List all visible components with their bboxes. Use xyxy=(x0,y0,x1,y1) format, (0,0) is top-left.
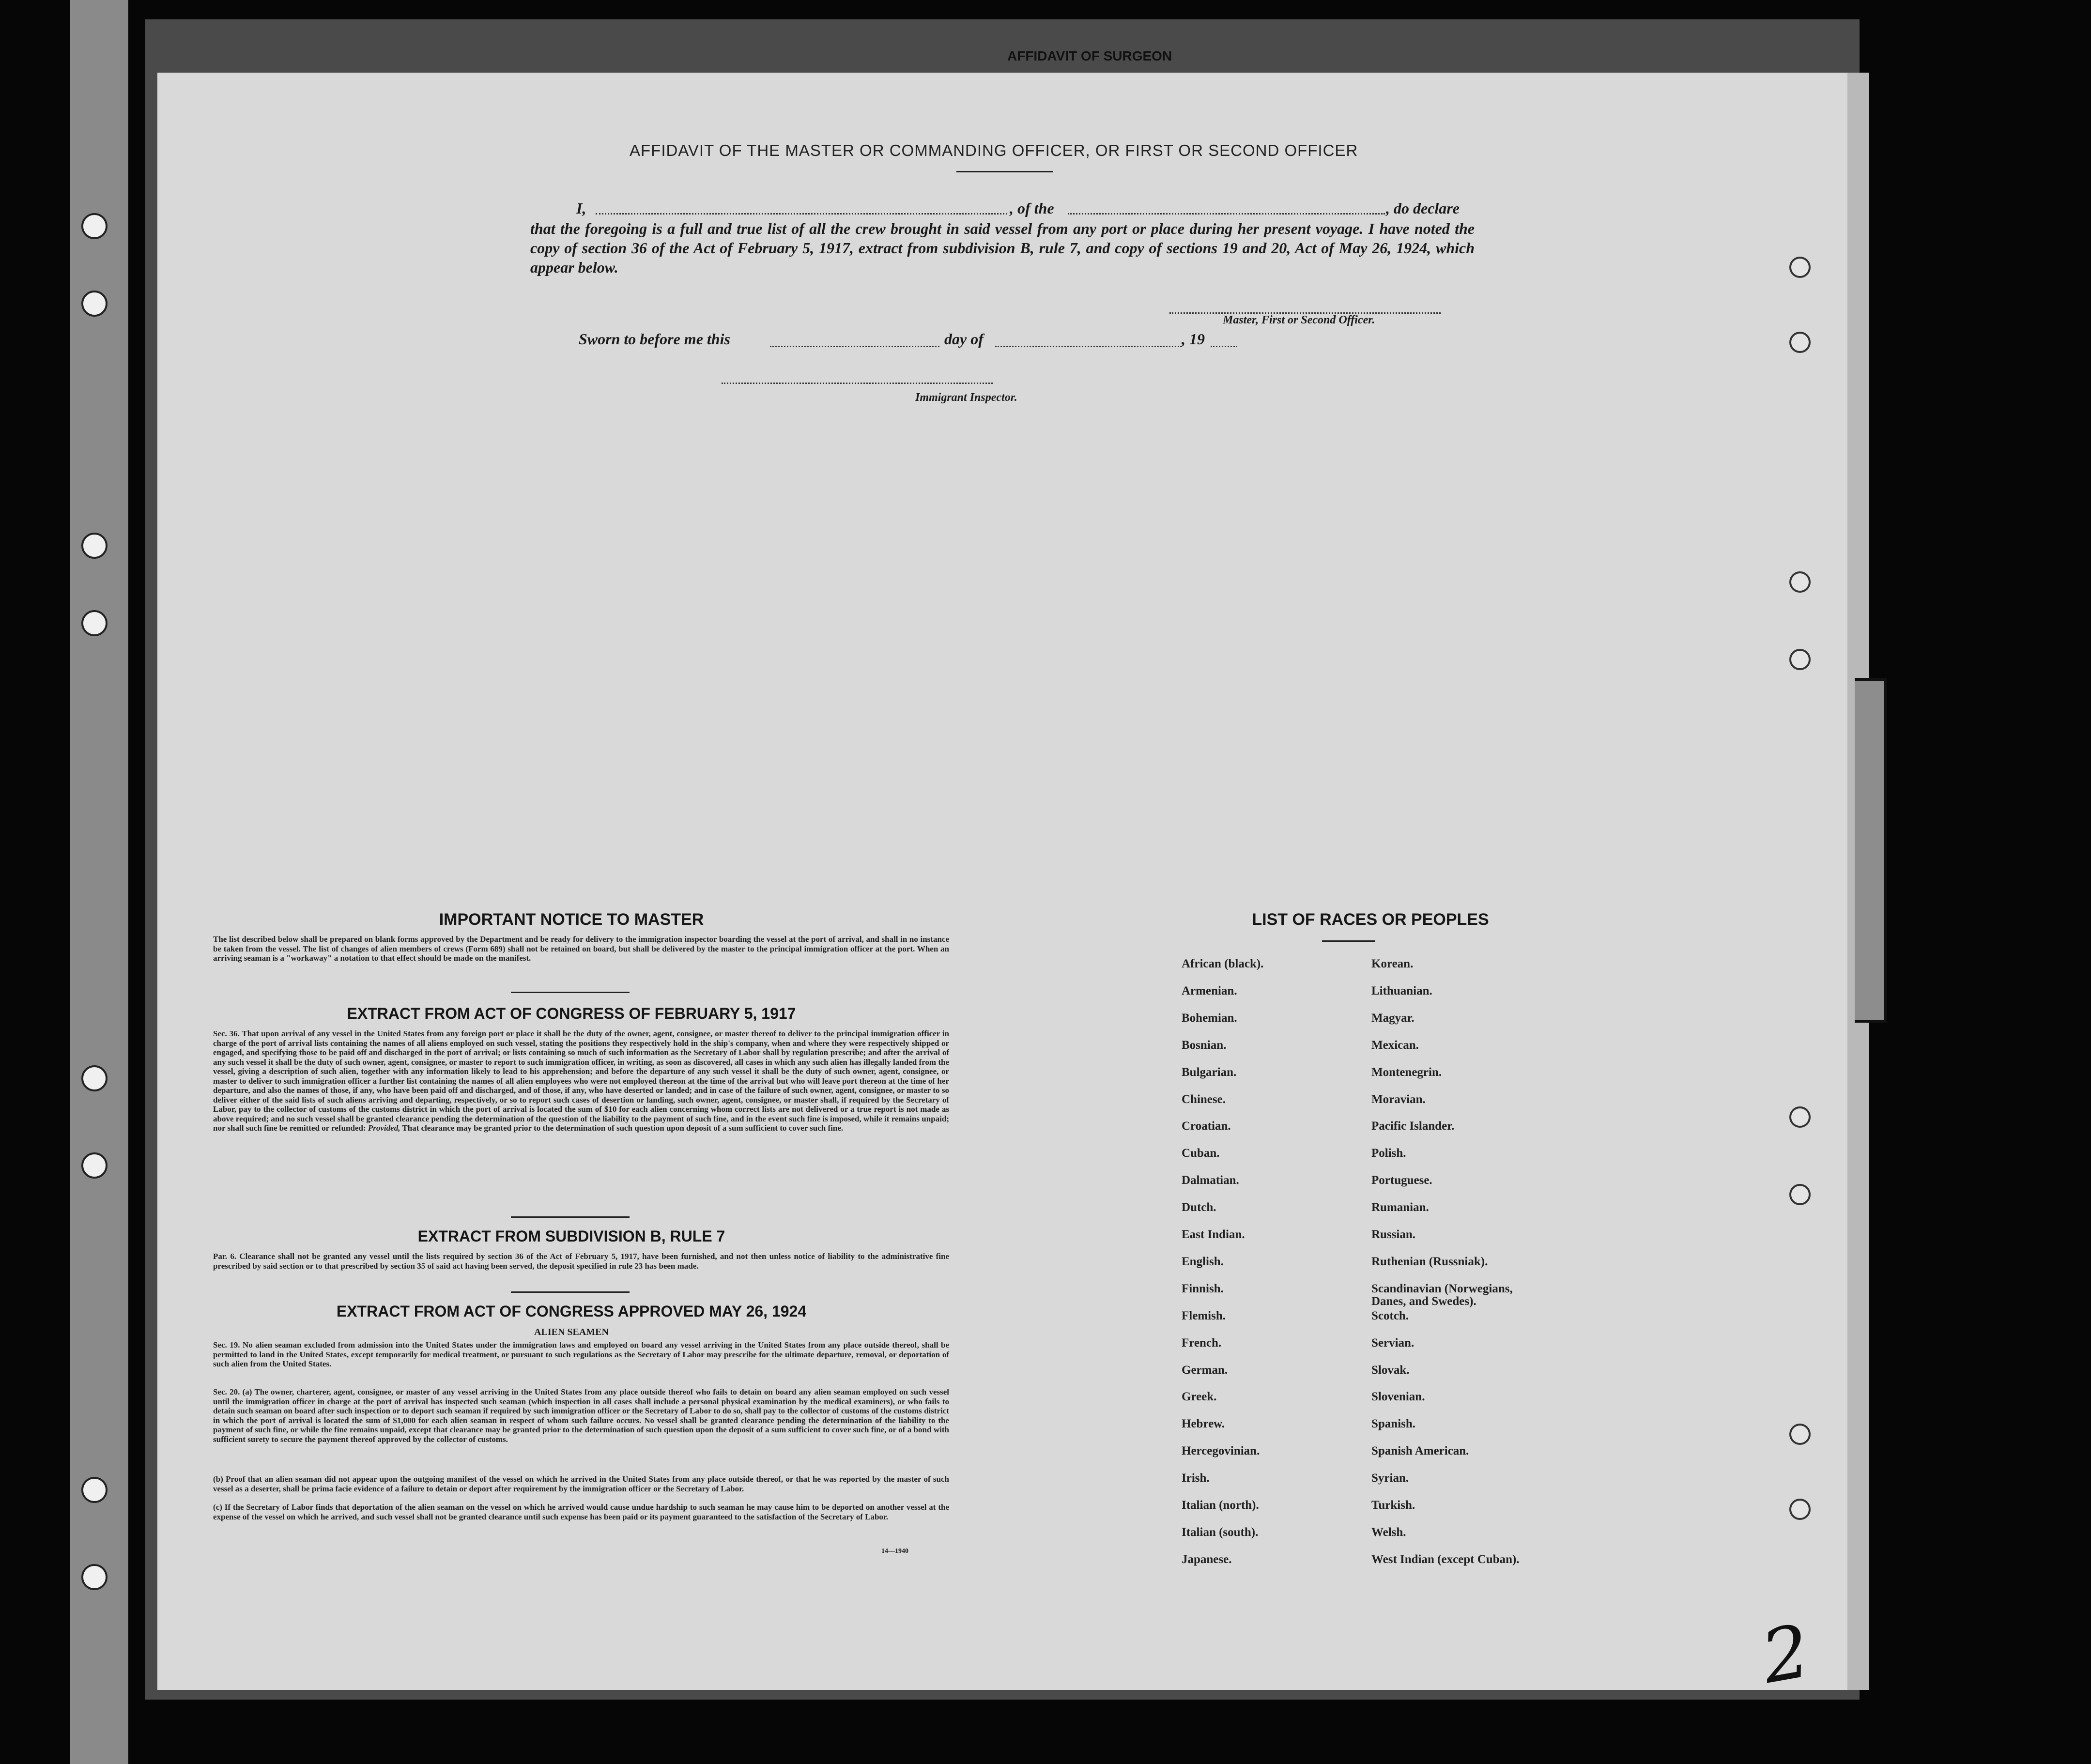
race-entry: Korean. xyxy=(1371,957,1414,970)
sec19-label: Sec. 19. xyxy=(213,1340,240,1350)
notice-title: IMPORTANT NOTICE TO MASTER xyxy=(439,910,704,929)
race-entry: Magyar. xyxy=(1371,1011,1414,1025)
binder-hole xyxy=(81,1152,108,1179)
extract3-subtitle: ALIEN SEAMEN xyxy=(534,1327,609,1337)
race-entry: English. xyxy=(1182,1255,1224,1268)
affidavit-of-the: , of the xyxy=(1010,199,1054,217)
year-line[interactable] xyxy=(1211,346,1237,347)
sworn-day-line[interactable] xyxy=(770,346,939,347)
race-entry: West Indian (except Cuban). xyxy=(1371,1552,1520,1566)
name-field-line[interactable] xyxy=(596,213,1007,215)
race-entry: Slovak. xyxy=(1371,1363,1410,1377)
race-entry: Croatian. xyxy=(1182,1120,1231,1133)
race-entry: Hebrew. xyxy=(1182,1417,1225,1431)
binder-hole xyxy=(81,610,108,636)
binder-hole xyxy=(81,1477,108,1503)
race-entry: Russian. xyxy=(1371,1228,1416,1241)
race-entry: Cuban. xyxy=(1182,1147,1220,1160)
divider xyxy=(511,992,630,993)
race-entry: Spanish. xyxy=(1371,1417,1416,1431)
divider xyxy=(511,1291,630,1293)
notice-body: The list described below shall be prepared on blank forms approved by the Department and be ready for delivery to the immigration inspector boarding the vessel at the port of arrival, and shall in no instance be taken from the vessel. The list of changes of alien members of crews (Form 689) shall not be retained on board, but shall be delivered by the master to the principal immigration officer at the port. When an arriving seaman is a "workaway" a notation to that effect should be made on the manifest. xyxy=(213,935,949,963)
inspector-label: Immigrant Inspector. xyxy=(915,391,1017,404)
binder-hole xyxy=(81,1065,108,1091)
race-entry: Bohemian. xyxy=(1182,1011,1237,1025)
race-entry: Servian. xyxy=(1371,1336,1414,1350)
race-entry: Slovenian. xyxy=(1371,1390,1425,1404)
form-number: 14—1940 xyxy=(881,1548,908,1555)
sec20-text: (a) The owner, charterer, agent, consignee, or master of any vessel arriving in the United States from any place outside thereof who fails to detain on board any alien seaman employed on such vessel until the immigration officer in charge at the port of arrival has inspected such seaman (which inspection in all cases shall include a personal physical examination by the medical examiners), or who fails to detain such seaman on board after such inspection or to deport such seaman if required by such immigration officer or the Secretary of Labor to do so, shall pay to the collector of customs of the customs district in which the port of arrival is located the sum of $1,000 for each alien seaman in respect of whom such failure occurs. No vessel shall be granted clearance pending the determination of the liability to the payment of such fine, or while the fine remains unpaid, except that clearance may be granted prior to the determination of such question upon the deposit of a sum sufficient to cover such fine, or of a bond with sufficient surety to secure the payment thereof approved by the collector of customs. xyxy=(213,1387,950,1444)
race-entry: Bosnian. xyxy=(1182,1038,1227,1052)
extract2-body: Par. 6. Clearance shall not be granted any vessel until the lists required by section 36 of the Act of February 5, 1917, have been furnished, and not then unless notice of liability to the administrative fine prescribed by said section or to that prescribed by section 35 of said act having been served, the deposit specified in rule 23 has been made. xyxy=(213,1252,949,1271)
sworn-label: Sworn to before me this xyxy=(579,330,730,348)
race-entry: Ruthenian (Russniak). xyxy=(1371,1255,1488,1268)
binder-hole xyxy=(81,1564,108,1590)
sec19-text: No alien seaman excluded from admission into the United States under the immigration laws and employed on board any vessel arriving in the United States from any place outside thereof, shall be permitted to land in the United States, except temporarily for medical treatment, or pursuant to such regulations as the Secretary of Labor may prescribe for the ultimate departure, removal, or deportation of such alien from the United States. xyxy=(213,1340,950,1368)
race-entry: Dutch. xyxy=(1182,1201,1216,1214)
extract3-sec20b: (b) Proof that an alien seaman did not appear upon the outgoing manifest of the vessel on which he arrived in the United States from any place outside thereof, or that he was reported by the master of such vessel as a deserter, shall be prima facie evidence of a failure to detain or deport after requirement by the immigration officer or the Secretary of Labor. xyxy=(213,1474,949,1493)
extract1-title: EXTRACT FROM ACT OF CONGRESS OF FEBRUARY 5, 1917 xyxy=(347,1005,796,1022)
affidavit-i-label: I, xyxy=(576,199,586,217)
vessel-field-line[interactable] xyxy=(1068,213,1385,215)
punch-hole xyxy=(1789,332,1811,353)
signature-label: Master, First or Second Officer. xyxy=(1223,314,1375,326)
race-entry: Scandinavian (Norwegians, Danes, and Swedes). xyxy=(1371,1282,1513,1308)
race-entry: Welsh. xyxy=(1371,1525,1406,1539)
race-entry: Hercegovinian. xyxy=(1182,1444,1260,1458)
binder-hole xyxy=(81,533,108,559)
race-entry: Dalmatian. xyxy=(1182,1174,1239,1187)
race-entry: Bulgarian. xyxy=(1182,1065,1237,1079)
extract1-proviso-label: Provided, xyxy=(368,1123,400,1133)
extract3-sec19 xyxy=(213,1340,949,1369)
extract1-proviso: That clearance may be granted prior to the determination of such question upon deposit of a sum sufficient to cover such fine. xyxy=(402,1123,844,1133)
race-entry: German. xyxy=(1182,1363,1228,1377)
race-entry: Portuguese. xyxy=(1371,1174,1432,1187)
affidavit-title: AFFIDAVIT OF THE MASTER OR COMMANDING OFFICER, OR FIRST OR SECOND OFFICER xyxy=(630,141,1358,159)
day-of-label: day of xyxy=(944,330,984,348)
race-entry: Japanese. xyxy=(1182,1552,1232,1566)
race-entry: Scotch. xyxy=(1371,1309,1409,1322)
race-entry: Flemish. xyxy=(1182,1309,1226,1322)
inspector-line[interactable] xyxy=(722,383,993,384)
punch-hole xyxy=(1789,571,1811,593)
extract1-body xyxy=(213,1029,949,1133)
race-entry: Chinese. xyxy=(1182,1092,1226,1106)
race-entry: Mexican. xyxy=(1371,1038,1419,1052)
race-entry: French. xyxy=(1182,1336,1222,1350)
punch-hole xyxy=(1789,1184,1811,1205)
race-entry: Spanish American. xyxy=(1371,1444,1469,1458)
divider xyxy=(511,1216,630,1218)
race-entry: Armenian. xyxy=(1182,984,1237,997)
year-label: , 19 xyxy=(1182,330,1205,348)
divider-tab xyxy=(1855,678,1887,1023)
race-entry: Finnish. xyxy=(1182,1282,1224,1295)
punch-hole xyxy=(1789,649,1811,670)
sworn-month-line[interactable] xyxy=(995,346,1182,347)
race-entry: Italian (south). xyxy=(1182,1525,1259,1539)
extract1-sec-label: Sec. 36. xyxy=(213,1029,240,1038)
races-title: LIST OF RACES OR PEOPLES xyxy=(1252,910,1489,929)
extract3-sec20c: (c) If the Secretary of Labor finds that deportation of the alien seaman on the vessel on which he arrived would cause undue hardship to such seaman he may cause him to be deported on another vessel at the expense of the vessel on which he arrived, and such vessel shall not be granted clearance until such expense has been paid or its payment guaranteed to the satisfaction of the Secretary of Labor. xyxy=(213,1503,949,1521)
affidavit-do-declare: , do declare xyxy=(1386,199,1460,217)
race-entry: Moravian. xyxy=(1371,1092,1426,1106)
race-entry: Pacific Islander. xyxy=(1371,1120,1455,1133)
divider xyxy=(1322,940,1375,942)
punch-hole xyxy=(1789,1424,1811,1445)
race-entry: African (black). xyxy=(1182,957,1264,970)
punch-hole xyxy=(1789,1106,1811,1128)
race-entry: Lithuanian. xyxy=(1371,984,1432,997)
race-entry: Polish. xyxy=(1371,1147,1406,1160)
extract2-title: EXTRACT FROM SUBDIVISION B, RULE 7 xyxy=(417,1227,725,1245)
punch-hole xyxy=(1789,1499,1811,1520)
affidavit-text: that the foregoing is a full and true list of all the crew brought in said vessel from any port or place during her present voyage. I have noted the copy of section 36 of the Act of February 5, 1917, extract from subdivision B, rule 7, and copy of sections 19 and 20, Act of May 26, 1924, which appear below. xyxy=(530,220,1475,276)
handwritten-page-number: 2 xyxy=(1755,1609,1816,1700)
race-entry: Turkish. xyxy=(1371,1499,1415,1512)
underlying-sheet-title: AFFIDAVIT OF SURGEON xyxy=(1007,48,1172,63)
extract1-text: That upon arrival of any vessel in the United States from any foreign port or place it shall be the duty of the owner, agent, consignee, or master thereof to deliver to the principal immigration officer in charge of the port of arrival lists containing the names of all aliens employed on such vessel, stating the positions they respectively hold in the ship's company, when and where they were respectively shipped or engaged, and specifying those to be paid off and discharged in the port of arrival; or lists containing so much of such information as the Secretary of Labor shall by regulation prescribe; and after the arrival of any such vessel it shall be the duty of such owner, agent, consignee, or master to report to such immigration officer, in writing, as soon as discovered, all cases in which any such alien has illegally landed from the vessel, giving a description of such alien, together with any information likely to lead to his apprehension; and before the departure of any such vessel it shall be the duty of such owner, agent, consignee, or master to deliver to such immigration officer a further list containing the names of all alien employees who were not employed thereon at the time of the arrival but who will leave port thereon at the time of her departure, and also the names of those, if any, who have been paid off and discharged, and of those, if any, who have deserted or landed; and in case of the failure of such owner, agent, consignee, or master to so deliver either of the said lists of such aliens arriving and departing, respectively, or so to report such cases of desertion or landing, such owner, agent, consignee, or master shall, if required by the Secretary of Labor, pay to the collector of customs of the customs district in which the port of arrival is located the sum of $10 for each alien concerning whom correct lists are not delivered or a true report is not made as above required; and no such vessel shall be granted clearance pending the determination of the question of the liability to the payment of such fine, and in the event such fine is imposed, while it remains unpaid; nor shall such fine be remitted or refunded: xyxy=(213,1029,949,1133)
divider xyxy=(956,171,1053,172)
binder-hole xyxy=(81,213,108,239)
punch-hole xyxy=(1789,257,1811,278)
race-entry: Montenegrin. xyxy=(1371,1065,1442,1079)
extract3-title: EXTRACT FROM ACT OF CONGRESS APPROVED MAY 26, 1924 xyxy=(336,1303,807,1320)
sec20-label: Sec. 20. xyxy=(213,1387,240,1396)
race-entry: Syrian. xyxy=(1371,1472,1409,1485)
extract3-sec20 xyxy=(213,1387,949,1444)
form-sheet xyxy=(157,73,1847,1690)
race-entry: Rumanian. xyxy=(1371,1201,1429,1214)
race-entry: Greek. xyxy=(1182,1390,1217,1404)
binder-hole xyxy=(81,291,108,317)
race-entry: Irish. xyxy=(1182,1472,1210,1485)
race-entry: East Indian. xyxy=(1182,1228,1245,1241)
race-entry: Italian (north). xyxy=(1182,1499,1259,1512)
